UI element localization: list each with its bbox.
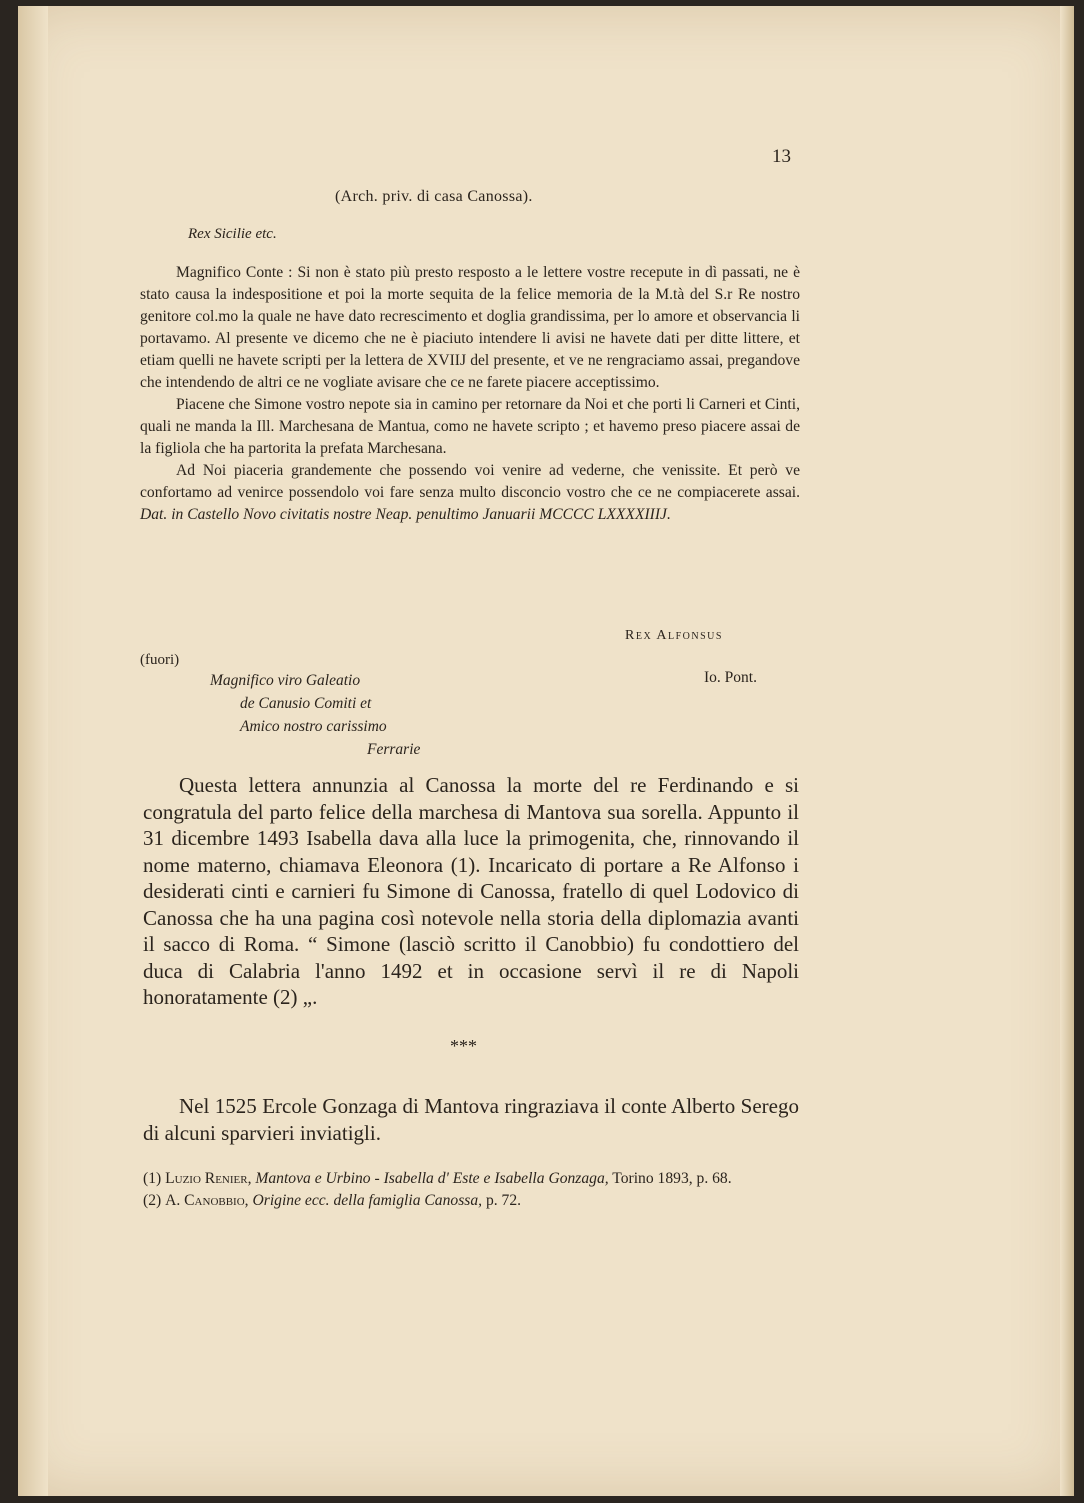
footnote-rest: p. 72. [485,1192,522,1209]
address-line: de Canusio Comiti et [240,695,372,712]
main-text-2 [143,1093,799,1146]
letter-signature: Rex Alfonsus [625,628,723,643]
letter-date: Dat. in Castello Novo civitatis nostre Neap. penultimo Januarii MCCCC LXXXXIIIJ. [140,506,671,523]
footnote-mark: (2) [143,1192,162,1209]
main-text [143,772,799,1011]
footnote-rest: Torino 1893, p. 68. [612,1170,732,1187]
footnote [143,1190,799,1212]
footnotes [143,1168,799,1212]
footnote-title: Origine ecc. della famiglia Canossa, [252,1192,483,1209]
main-paragraph: Nel 1525 Ercole Gonzaga di Mantova ringraziava il conte Alberto Serego di alcuni sparvieri inviatigli. [143,1094,799,1145]
countersign: Io. Pont. [704,669,757,686]
footnote-author: Luzio Renier, [165,1170,252,1187]
page-spine-shadow [18,6,48,1496]
page-number: 13 [772,146,791,167]
archive-source: (Arch. priv. di casa Canossa). [335,188,533,205]
footnote [143,1168,799,1190]
address-line: Amico nostro carissimo [240,718,387,735]
book-page [18,6,1074,1496]
address-line: Magnifico viro Galeatio [210,672,361,689]
footnote-author: A. Canobbio, [165,1192,249,1209]
letter-paragraph [140,460,800,526]
main-paragraph: Questa lettera annunzia al Canossa la morte del re Ferdinando e si congratula del parto felice della marchesa di Mantova sua sorella. Appunto il 31 dicembre 1493 Isabella dava alla luce la primogenita, che, rinnovando il nome materno, chiamava Eleonora (1). Incaricato di portare a Re Alfonso i desiderati cinti e carnieri fu Simone di Canossa, fratello di quel Lodovico di Canossa che ha una pagina così notevole nella storia della diplomazia avanti il sacco di Roma. “ Simone (lasciò scritto il Canobbio) fu condottiero del duca di Calabria l'anno 1492 et in occasione servì il re di Napoli honoratamente (2) „. [143,773,799,1009]
footnote-title: Mantova e Urbino - Isabella d' Este e Isabella Gonzaga, [255,1170,609,1187]
address-line: Ferrarie [367,741,421,758]
letter-paragraph-text: Ad Noi piaceria grandemente che possendo voi venire ad vederne, che venissite. Et però ve confortamo ad venirce possendolo voi fare senza multo disconcio vostro che ce ne compiacerete assai. [140,462,800,501]
page-edge-shadow [1060,6,1074,1496]
letter-body [140,262,800,526]
letter-paragraph: Piacene che Simone vostro nepote sia in camino per retornare da Noi et che porti li Carneri et Cinti, quali ne manda la Ill. Marchesana de Mantua, como ne havete scripto ; et havemo preso piacere assai de la figliola che ha partorita la prefata Marchesana. [140,396,800,457]
footnote-mark: (1) [143,1170,162,1187]
outside-label: (fuori) [140,652,180,668]
letter-paragraph: Magnifico Conte : Si non è stato più presto resposto a le lettere vostre recepute in dì passati, ne è stato causa la indespositione et poi la morte sequita de la felice memoria de la M.tà del S.r Re nostro genitore col.mo la quale ne have dato recrescimento et doglia grandissima, per lo amore et observancia li portavamo. Al presente ve dicemo che ne è piaciuto intendere li avisi ne havete dati per ditte littere, et etiam quelli ne havete scripti per la lettera de XVIIJ del presente, et ve ne rengraciamo assai, pregandove che intendendo de altri ce ne vogliate avisare che ce ne farete piacere acceptissimo. [140,264,800,391]
section-separator: *** [450,1036,477,1056]
letter-salutation: Rex Sicilie etc. [188,226,277,242]
